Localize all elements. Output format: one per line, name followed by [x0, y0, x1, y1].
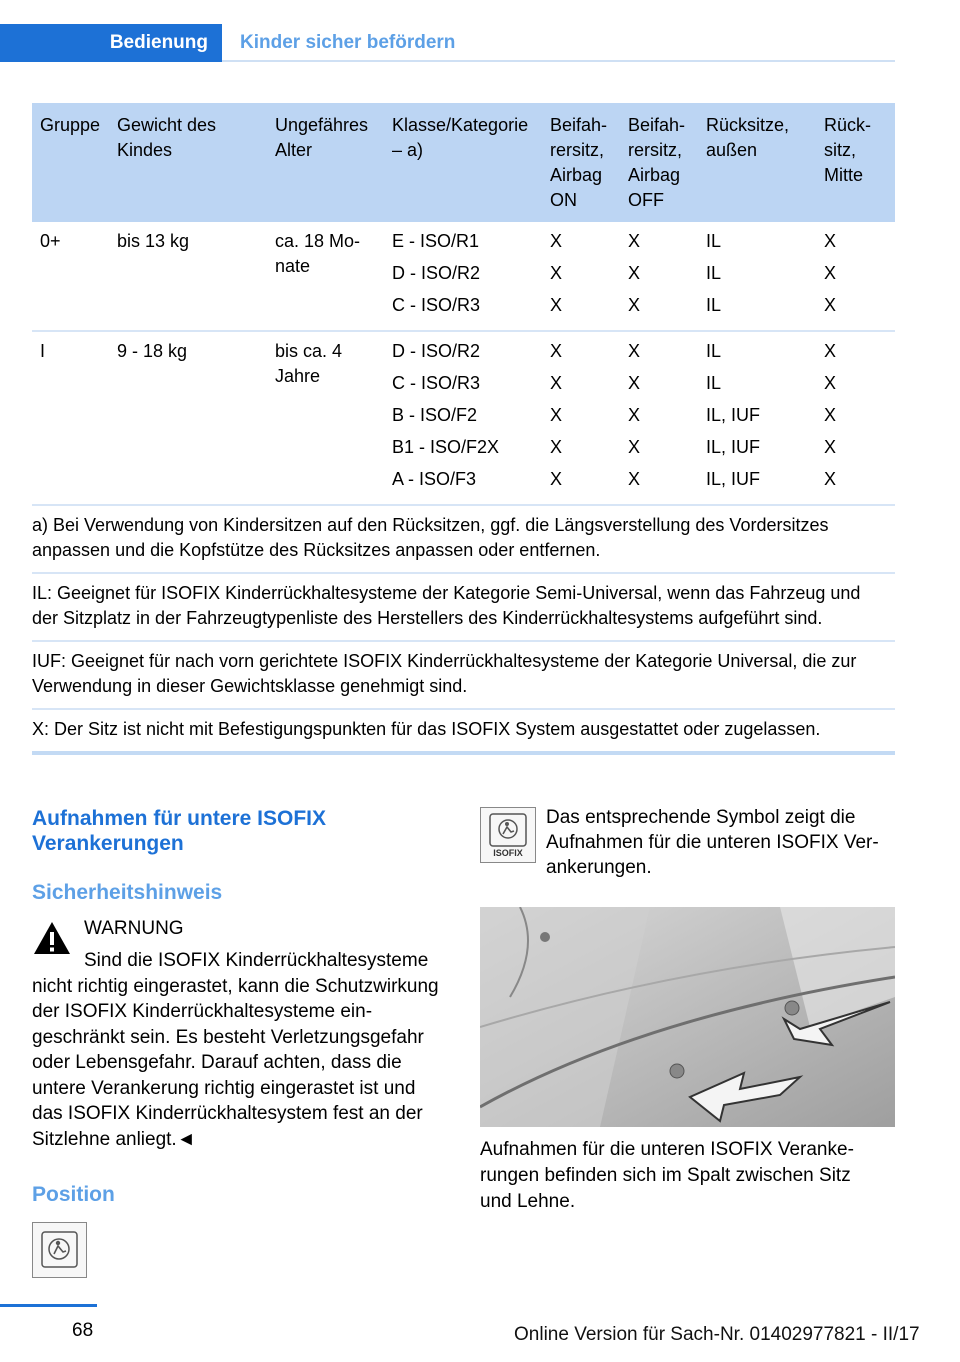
header-cell: Klasse/Kategorie – a) — [384, 103, 542, 222]
chapter-title: Kinder sicher befördern — [240, 32, 456, 53]
isofix-table — [32, 103, 895, 755]
weight-cell: bis 13 kg — [109, 222, 267, 331]
subheading-safety: Sicherheitshinweis — [32, 881, 223, 904]
header-cell: Rücksitz, Mitte — [816, 103, 895, 222]
position-heading: Position — [32, 1183, 115, 1206]
section-heading: Aufnahmen für untere ISOFIX Verankerungen — [32, 807, 327, 855]
table-row — [32, 222, 895, 331]
age-cell: ca. 18 Monate — [267, 222, 384, 331]
isofix-position-icon — [32, 1222, 87, 1278]
page-number: 68 — [72, 1320, 94, 1341]
table-note: a) Bei Verwendung von Kindersitzen auf den Rücksitzen, ggf. die Längsverstellung des Vordersitzes anpassen und die Kopfstütze des Rücksitzes anpassen oder entfernen. — [32, 505, 895, 573]
table-note: IL: Geeignet für ISOFIX Kinderrückhaltesysteme der Kategorie Semi-Universal, wenn das Fahrzeug und der Sitzplatz in der Fahrzeugtypenliste des Herstellers des Kinderrückhaltesystems aufgeführt sind. — [32, 573, 895, 641]
weight-cell: 9 - 18 kg — [109, 331, 267, 505]
class-cell: D - ISO/R2 C - ISO/R3 B - ISO/F2 B1 - ISO/F2X A - ISO/F3 — [384, 331, 542, 505]
header-rule — [222, 60, 895, 62]
header-cell: Gewicht des Kindes — [109, 103, 267, 222]
rear-middle-cell: X X X X X — [816, 331, 895, 505]
warning-text: Sind die ISOFIX Kinderrückhaltesysteme nicht richtig eingerastet, kann die Schutzwirkung der ISOFIX Kinderrückhaltesysteme eingeschränkt sein. Es besteht Verletzungsgefahr oder Lebensgefahr. Darauf achten, dass die untere Verankerung richtig eingerastet ist und das ISOFIX Kinderrückhaltesystem fest an der Sitzlehne anliegt.◄ — [32, 950, 439, 1150]
photo-caption: Aufnahmen für die unteren ISOFIX Verankerungen befinden sich im Spalt zwischen Sitz und Lehne. — [480, 1139, 854, 1212]
isofix-symbol-label: ISOFIX — [493, 848, 523, 858]
airbag-on-cell: X X X X X — [542, 331, 620, 505]
header-cell: Rücksitze, außen — [698, 103, 816, 222]
isofix-anchor-photo — [480, 907, 895, 1127]
table-note: IUF: Geeignet für nach vorn gerichtete ISOFIX Kinderrückhaltesysteme der Kategorie Universal, die zur Verwendung in dieser Gewichtsklasse genehmigt sind. — [32, 641, 895, 709]
section-tab: Bedienung — [0, 24, 222, 62]
airbag-off-cell: X X X — [620, 222, 698, 331]
age-cell: bis ca. 4 Jahre — [267, 331, 384, 505]
header-cell: Beifahrersitz, Airbag OFF — [620, 103, 698, 222]
class-cell: E - ISO/R1 D - ISO/R2 C - ISO/R3 — [384, 222, 542, 331]
group-cell: I — [32, 331, 109, 505]
airbag-on-cell: X X X — [542, 222, 620, 331]
isofix-symbol-icon — [480, 807, 536, 863]
rear-middle-cell: X X X — [816, 222, 895, 331]
table-header-row — [32, 103, 895, 222]
symbol-description: Das entsprechende Symbol zeigt die Aufnahmen für die unteren ISOFIX Verankerungen. — [546, 807, 879, 878]
header-cell: Beifahrersitz, Airbag ON — [542, 103, 620, 222]
footer-rule — [0, 1304, 97, 1307]
airbag-off-cell: X X X X X — [620, 331, 698, 505]
rear-outer-cell: IL IL IL — [698, 222, 816, 331]
table-note: X: Der Sitz ist nicht mit Befestigungspunkten für das ISOFIX System ausgestattet oder zugelassen. — [32, 709, 895, 753]
header-cell: Ungefähres Alter — [267, 103, 384, 222]
table-row — [32, 331, 895, 505]
page-header — [0, 24, 895, 62]
warning-label: WARNUNG — [84, 918, 184, 939]
group-cell: 0+ — [32, 222, 109, 331]
footer-text: Online Version für Sach-Nr. 01402977821 - II/17 — [514, 1324, 920, 1345]
header-cell: Gruppe — [32, 103, 109, 222]
rear-outer-cell: IL IL IL, IUF IL, IUF IL, IUF — [698, 331, 816, 505]
